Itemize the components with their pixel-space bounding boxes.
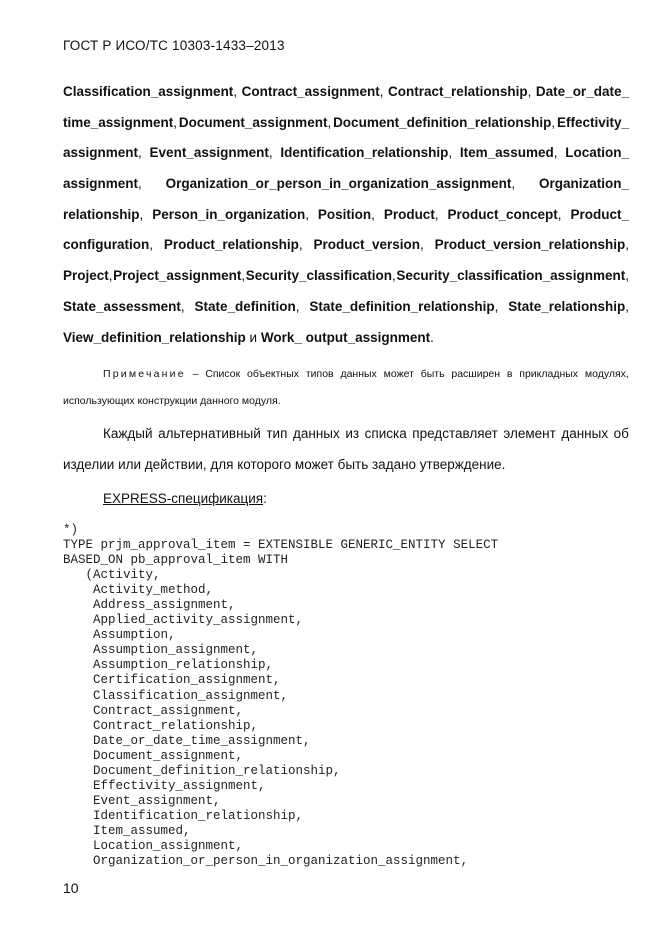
note-word: может bbox=[383, 368, 414, 380]
entity-name: Product_concept, bbox=[447, 206, 562, 222]
intro-line bbox=[63, 418, 629, 449]
note-word: типов bbox=[305, 368, 334, 380]
entity-name: Person_in_organization, bbox=[152, 206, 309, 222]
note-word: Список bbox=[205, 368, 241, 380]
entity-name: assignment, bbox=[63, 145, 142, 161]
code-line: Organization_or_person_in_organization_assignment, bbox=[63, 854, 469, 869]
intro-word: Каждый bbox=[103, 426, 153, 441]
code-line: Contract_assignment, bbox=[93, 703, 244, 718]
entity-name: configuration, bbox=[63, 237, 154, 253]
entity-name: Product_relationship, bbox=[163, 237, 303, 253]
code-line: Event_assignment, bbox=[93, 793, 221, 808]
intro-word: данных bbox=[293, 426, 340, 441]
intro-word: представляет bbox=[412, 426, 498, 441]
express-spec-link: EXPRESS-спецификация bbox=[103, 491, 264, 506]
entity-name: Document_assignment, bbox=[178, 114, 332, 130]
code-line: Address_assignment, bbox=[93, 598, 236, 613]
entity-name: State_assessment, bbox=[63, 298, 185, 314]
paragraph-line bbox=[63, 292, 629, 323]
code-line: Assumption, bbox=[93, 628, 176, 643]
intro-word: об bbox=[613, 426, 629, 441]
entity-name: Product_ bbox=[570, 206, 629, 222]
note-word: в bbox=[506, 368, 513, 380]
paragraph-line bbox=[63, 261, 629, 292]
entity-name: relationship, bbox=[63, 206, 144, 222]
note-line: использующих конструкции данного модуля. bbox=[63, 395, 281, 407]
code-line: Classification_assignment, bbox=[93, 688, 289, 703]
express-colon: : bbox=[263, 491, 267, 506]
code-line: (Activity, bbox=[85, 568, 161, 583]
code-line: TYPE prjm_approval_item = EXTENSIBLE GENERIC_ENTITY SELECT bbox=[63, 538, 499, 553]
intro-word: альтернативный bbox=[158, 426, 261, 441]
note-line bbox=[63, 361, 629, 388]
entity-name: Work_ output_assignment bbox=[260, 329, 431, 345]
entity-name: Position, bbox=[317, 206, 375, 222]
intro-word: тип bbox=[266, 426, 288, 441]
code-line: Document_assignment, bbox=[93, 748, 244, 763]
entity-list-paragraph bbox=[63, 77, 629, 353]
entity-name: Identification_relationship, bbox=[280, 145, 453, 161]
code-line: Activity_method, bbox=[93, 583, 214, 598]
intro-paragraph bbox=[63, 418, 629, 480]
entity-name: Contract_assignment, bbox=[241, 84, 384, 99]
entity-name: Date_or_date_ bbox=[535, 84, 629, 99]
paragraph-line bbox=[63, 169, 629, 200]
paragraph-line bbox=[63, 77, 629, 108]
note-word: объектных bbox=[247, 368, 300, 380]
code-line: Date_or_date_time_assignment, bbox=[93, 733, 311, 748]
paragraph-line bbox=[63, 230, 629, 261]
entity-name: assignment, bbox=[63, 176, 142, 192]
entity-name: Effectivity_ bbox=[556, 114, 629, 130]
note-word: быть bbox=[420, 368, 445, 380]
entity-name: Event_assignment, bbox=[149, 145, 273, 161]
entity-name: Security_classification, bbox=[245, 268, 396, 284]
note-word: прикладных bbox=[519, 368, 579, 380]
intro-word: данных bbox=[561, 426, 609, 441]
page-number: 10 bbox=[63, 880, 79, 896]
entity-name: State_definition, bbox=[194, 298, 300, 314]
entity-name: Location_ bbox=[565, 145, 629, 161]
note-label: Примечание bbox=[103, 368, 186, 380]
entity-name: Contract_relationship, bbox=[388, 84, 532, 99]
paragraph-line bbox=[63, 200, 629, 231]
express-code-block bbox=[63, 523, 498, 869]
entity-name: Document_definition_relationship, bbox=[333, 114, 556, 130]
code-line: Location_assignment, bbox=[93, 838, 244, 853]
code-line: Certification_assignment, bbox=[93, 673, 281, 688]
note-dash: – bbox=[192, 368, 199, 380]
note-word: расширен bbox=[451, 368, 501, 380]
entity-name: Item_assumed, bbox=[459, 145, 558, 161]
express-heading bbox=[103, 491, 267, 506]
entity-name: Product_version_relationship, bbox=[434, 237, 629, 253]
note-word: модулях, bbox=[584, 368, 629, 380]
intro-line: изделии или действии, для которого может быть задано утверждение. bbox=[63, 457, 506, 472]
entity-name: Organization_or_person_in_organization_assignment, bbox=[165, 176, 516, 192]
paragraph-line bbox=[63, 108, 629, 139]
note-paragraph bbox=[63, 361, 629, 415]
intro-word: списка bbox=[364, 426, 407, 441]
entity-name: Security_classification_assignment, bbox=[396, 268, 629, 284]
code-line: Item_assumed, bbox=[93, 823, 191, 838]
conjunction: и bbox=[245, 329, 261, 345]
entity-name: Classification_assignment, bbox=[63, 84, 238, 99]
paragraph-line: View_definition_relationship и Work_ output_assignment . bbox=[63, 323, 629, 354]
entity-name: time_assignment, bbox=[63, 114, 178, 130]
code-line: BASED_ON pb_approval_item WITH bbox=[63, 553, 289, 568]
code-line: Document_definition_relationship, bbox=[93, 763, 341, 778]
entity-name: Project_assignment, bbox=[113, 268, 246, 284]
intro-word: элемент bbox=[503, 426, 556, 441]
code-line: Contract_relationship, bbox=[93, 718, 259, 733]
entity-name: Product, bbox=[383, 206, 439, 222]
code-line: Effectivity_assignment, bbox=[93, 778, 266, 793]
document-header: ГОСТ Р ИСО/ТС 10303-1433–2013 bbox=[63, 38, 285, 53]
intro-word: из bbox=[345, 426, 360, 441]
entity-name: Project, bbox=[63, 268, 113, 284]
code-line: Assumption_assignment, bbox=[93, 643, 259, 658]
entity-name: Product_version, bbox=[313, 237, 424, 253]
note-word: данных bbox=[340, 368, 377, 380]
entity-name: State_definition_relationship, bbox=[309, 298, 499, 314]
code-line: Applied_activity_assignment, bbox=[93, 613, 304, 628]
entity-name: Organization_ bbox=[538, 176, 629, 192]
code-line: Identification_relationship, bbox=[93, 808, 304, 823]
entity-name: View_definition_relationship bbox=[63, 329, 246, 345]
code-line: Assumption_relationship, bbox=[93, 658, 274, 673]
paragraph-line bbox=[63, 138, 629, 169]
code-line: *) bbox=[63, 523, 79, 537]
entity-name: State_relationship, bbox=[508, 298, 629, 314]
